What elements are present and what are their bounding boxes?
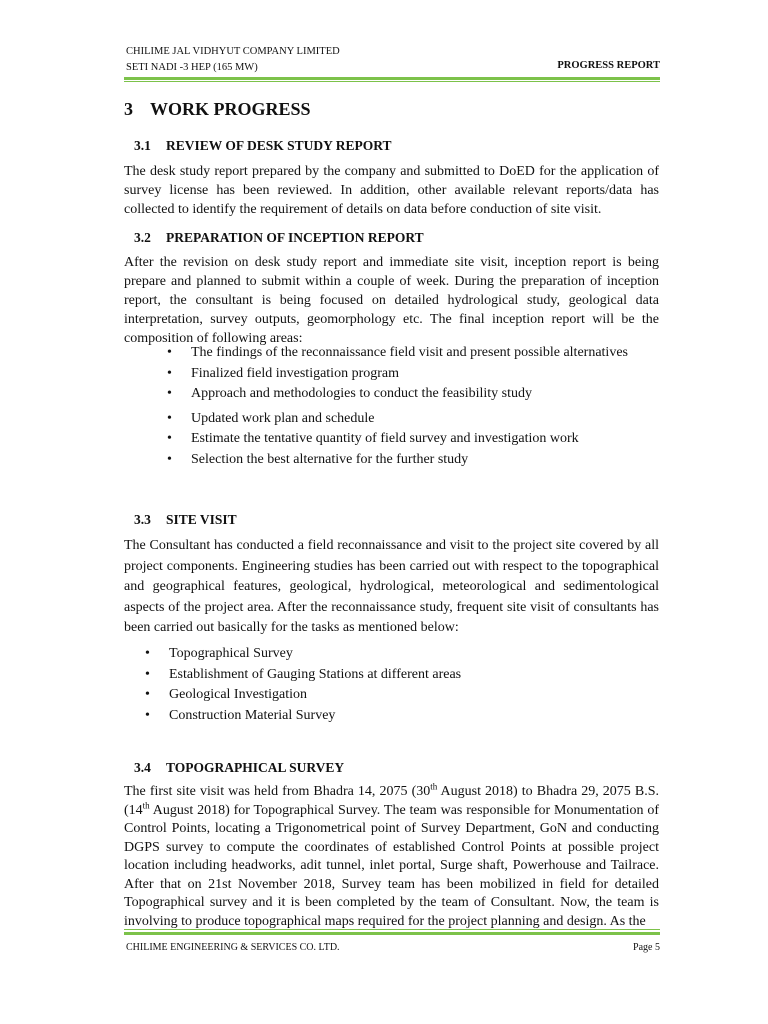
header-rule [124,77,660,80]
inception-bullet-list [167,343,628,470]
list-item: • Selection the best alternative for the further study [167,450,628,471]
list-item: • The findings of the reconnaissance field visit and present possible alternatives [167,343,628,364]
section-3-1-body: The desk study report prepared by the company and submitted to DoED for the application of survey license has been reviewed. In addition, other available relevant reports/data has collected to identify the requirement of details on data before conduction of site visit. [124,164,659,217]
chapter-heading [124,99,311,120]
superscript: th [142,799,150,810]
section-title: PREPARATION OF INCEPTION REPORT [166,230,424,245]
section-number: 3.4 [134,760,151,775]
section-heading-3-3 [134,512,237,528]
footer-rule-thin [124,929,660,930]
page-header [126,44,340,76]
body-text: August 2018) to Bhadra 29, 2075 B.S. (14 [124,784,659,818]
chapter-title: WORK PROGRESS [150,99,311,119]
company-name: CHILIME JAL VIDHYUT COMPANY LIMITED [126,46,340,57]
footer-rule [124,932,660,935]
footer-firm: CHILIME ENGINEERING & SERVICES CO. LTD. [126,942,340,953]
list-item: • Establishment of Gauging Stations at different areas [145,665,461,686]
section-number: 3.2 [134,230,151,245]
section-heading-3-1 [134,138,392,154]
list-item: • Approach and methodologies to conduct the feasibility study [167,384,628,405]
list-item: • Finalized field investigation program [167,364,628,385]
body-text: The first site visit was held from Bhadra 14, 2075 (30 [124,784,431,799]
superscript: th [430,781,438,792]
section-3-3-body: The Consultant has conducted a field reconnaissance and visit to the project site covered by all project components. Engineering studies has been carried out with respect to the topographical and geographical features, geological, hydrological, meteorological and sedimentological aspects of the project area. After the reconnaissance study, frequent site visit of consultants has been carried out basically for the tasks as mentioned below: [124,538,659,635]
list-item: • Updated work plan and schedule [167,409,628,430]
body-text: August 2018) for Topographical Survey. The team was responsible for Monumentation of Control Points, locating a Trigonometrical point of Survey Department, GoN and conducting DGPS survey to compute the coordinates of established Control Points at possible project location including headworks, adit tunnel, inlet portal, Surge shaft, Powerhouse and Tailrace. After that on 21st November 2018, Survey team has been mobilized in field for detailed Topographical survey and it is been completed by the team of Consultant. Now, the team is involving to produce topographical maps required for the project planning and design. As the [124,802,659,929]
section-heading-3-4 [134,760,344,776]
section-number: 3.3 [134,512,151,527]
list-item: • Topographical Survey [145,644,461,665]
list-item: • Geological Investigation [145,685,461,706]
section-heading-3-2 [134,230,424,246]
section-title: TOPOGRAPHICAL SURVEY [166,760,345,775]
section-3-4-body [124,783,659,931]
site-visit-bullet-list [145,644,461,726]
report-type: PROGRESS REPORT [557,60,660,71]
header-rule-thin [124,81,660,82]
chapter-number: 3 [124,99,133,119]
section-number: 3.1 [134,138,151,153]
section-title: REVIEW OF DESK STUDY REPORT [166,138,392,153]
section-3-2-body: After the revision on desk study report and immediate site visit, inception report is being prepare and planned to submit within a couple of week. During the preparation of inception report, the consultant is being focused on detailed hydrological study, geological data interpretation, survey outputs, geomorphology etc. The final inception report will be the composition of following areas: [124,255,659,346]
section-title: SITE VISIT [166,512,237,527]
page-number: Page 5 [633,942,660,953]
project-name: SETI NADI -3 HEP (165 MW) [126,62,258,73]
list-item: • Construction Material Survey [145,706,461,727]
list-item: • Estimate the tentative quantity of field survey and investigation work [167,429,628,450]
